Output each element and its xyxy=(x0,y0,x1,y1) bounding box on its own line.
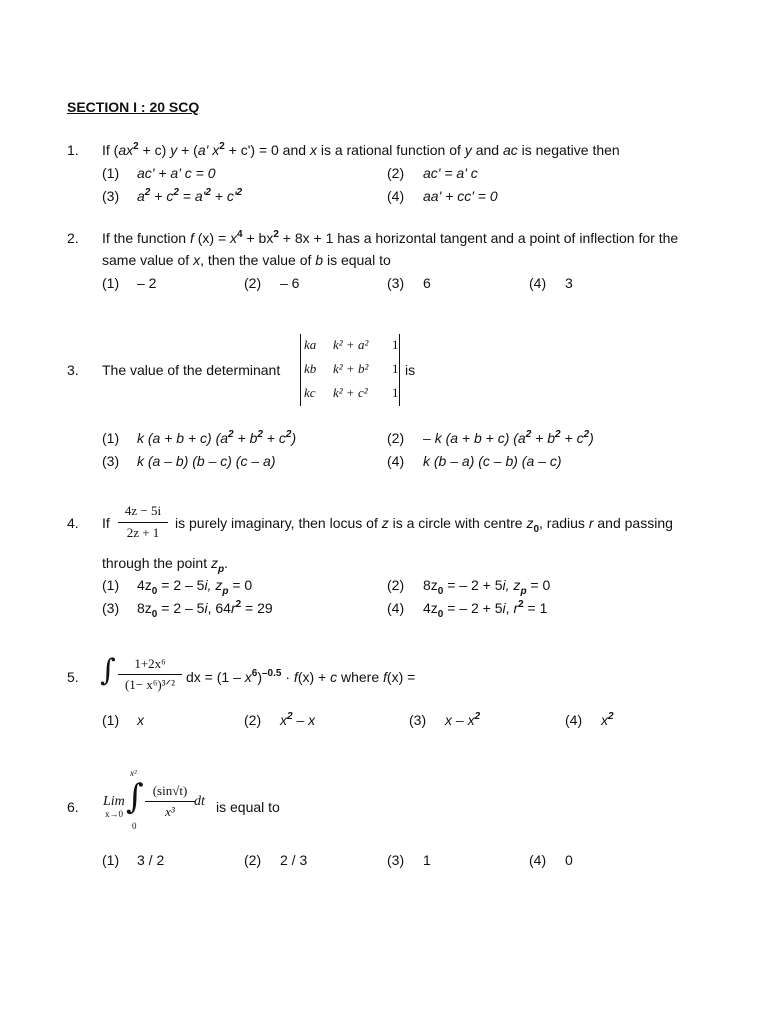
option-text: 3 / 2 xyxy=(137,852,165,868)
question-number: 3. xyxy=(67,362,79,378)
option-label: (3) xyxy=(102,600,120,616)
option-label: (4) xyxy=(529,275,547,291)
option-label: (2) xyxy=(387,430,405,446)
option-label: (1) xyxy=(102,852,120,868)
section-title: SECTION I : 20 SCQ xyxy=(67,99,200,115)
option-label: (3) xyxy=(102,188,120,204)
integral-lower-limit: 0 xyxy=(132,821,137,831)
option-label: (4) xyxy=(565,712,583,728)
option-label: (3) xyxy=(387,275,405,291)
question-stem-if: If xyxy=(102,515,110,531)
stem-text: If ( xyxy=(102,142,119,158)
det-cell: kc xyxy=(304,385,316,400)
question-stem: dx = $(1 - x^6)^{-0.5} \cdot f(x) + c$ where f(x) = xyxy=(186,668,416,685)
question-stem-tail: is xyxy=(405,362,416,378)
option-label: (3) xyxy=(387,852,405,868)
option-text: – k (a + b + c) $(a^2 + b^2 + c^2)$ xyxy=(423,429,594,446)
det-cell: k² + b² xyxy=(333,361,369,376)
question-stem-line2: same value of x, then the value of b is equal to xyxy=(102,252,391,268)
question-number: 4. xyxy=(67,515,79,531)
question-number: 6. xyxy=(67,799,79,815)
question-stem: is purely imaginary, then locus of z is a circle with centre $z_0$, radius r and passing xyxy=(175,515,673,535)
option-label: (2) xyxy=(387,577,405,593)
question-stem: If the function f $(x) = x^4 + bx^2 + 8x + 1$ has a horizontal tangent and a point of inflection for the xyxy=(102,229,679,246)
option-label: (2) xyxy=(244,852,262,868)
stem-text: + ( xyxy=(177,142,198,158)
det-cell: k² + a² xyxy=(333,337,369,352)
stem-text: + c) xyxy=(138,142,171,158)
question-number: 5. xyxy=(67,669,79,685)
option-label: (2) xyxy=(244,275,262,291)
determinant-right-bar xyxy=(399,334,400,406)
option-label: (4) xyxy=(529,852,547,868)
integral-upper-limit: x² xyxy=(130,768,137,778)
differential: dt xyxy=(194,794,205,809)
option-label: (3) xyxy=(409,712,427,728)
det-cell: k² + c² xyxy=(333,385,368,400)
option-label: (4) xyxy=(387,600,405,616)
option-label: (3) xyxy=(102,453,120,469)
option-text: 6 xyxy=(423,275,431,291)
option-text: 3 xyxy=(565,275,573,291)
option-label: (1) xyxy=(102,712,120,728)
option-text: ac' = a' c xyxy=(423,165,478,181)
stem-text: y xyxy=(464,142,472,158)
option-text: $8z_0$ = – 2 + 5i, $z_p = 0$ xyxy=(423,577,551,597)
integrand-denominator: x³ xyxy=(165,804,175,819)
integrand-numerator: (sin√t) xyxy=(152,783,188,798)
question-stem-line2: through the point $z_p$. xyxy=(102,555,228,575)
stem-text: y xyxy=(170,142,178,158)
option-text: ac' + a' c = 0 xyxy=(137,165,216,181)
fraction-denominator: 2z + 1 xyxy=(126,525,160,540)
stem-text: ac xyxy=(502,142,518,158)
integral-sign: ∫ xyxy=(100,653,116,688)
det-cell: 1 xyxy=(392,385,399,400)
question-number: 2. xyxy=(67,230,79,246)
stem-text: + c') = 0 and xyxy=(224,142,310,158)
option-text: x xyxy=(137,712,144,728)
fraction-numerator: 4z − 5i xyxy=(124,503,162,518)
option-label: (2) xyxy=(244,712,262,728)
option-text: $4z_0 = 2 - 5i$, $z_p = 0$ xyxy=(137,577,253,597)
stem-text: is negative then xyxy=(517,142,620,158)
fraction-bar xyxy=(118,522,168,523)
option-text: $4z_0$ = – 2 + 5i, $r^2 = 1$ xyxy=(423,599,548,620)
limit-label: Lim xyxy=(103,794,125,809)
option-text: 0 xyxy=(565,852,573,868)
option-text: k (b – a) (c – b) (a – c) xyxy=(423,453,562,469)
stem-text: is a rational function of xyxy=(316,142,465,158)
fraction-bar xyxy=(145,801,195,802)
integrand-denominator: (1− x⁶)³ᐟ² xyxy=(124,677,176,692)
determinant xyxy=(300,334,401,406)
option-text: $x^2$ – x xyxy=(280,711,316,728)
option-text: x – $x^2$ xyxy=(445,711,481,728)
option-text: k (a + b + c) $(a^2 + b^2 + c^2)$ xyxy=(137,429,297,446)
det-cell: 1 xyxy=(392,337,399,352)
integrand-numerator: 1+2x⁶ xyxy=(134,656,166,671)
det-cell: 1 xyxy=(392,361,399,376)
question-stem-tail: is equal to xyxy=(216,799,280,815)
det-cell: ka xyxy=(304,337,317,352)
option-label: (1) xyxy=(102,165,120,181)
option-label: (1) xyxy=(102,275,120,291)
option-label: (1) xyxy=(102,430,120,446)
option-label: (4) xyxy=(387,453,405,469)
option-text: $8z_0 = 2 - 5i$, $64r^2 = 29$ xyxy=(137,599,273,620)
option-text: – 6 xyxy=(280,275,300,291)
question-stem: The value of the determinant xyxy=(102,362,281,378)
option-text: k (a – b) (b – c) (c – a) xyxy=(137,453,276,469)
determinant-left-bar xyxy=(300,334,301,406)
option-label: (4) xyxy=(387,188,405,204)
stem-text: a' x xyxy=(197,142,220,158)
stem-sup: 2 xyxy=(219,141,225,152)
question-stem xyxy=(102,142,620,159)
option-text: 2 / 3 xyxy=(280,852,308,868)
stem-text: x xyxy=(309,142,317,158)
option-label: (1) xyxy=(102,577,120,593)
det-cell: kb xyxy=(304,361,317,376)
option-text: $x^2$ xyxy=(601,711,614,728)
question-number: 1. xyxy=(67,142,79,158)
option-text: – 2 xyxy=(137,275,157,291)
option-text: 1 xyxy=(423,852,431,868)
stem-sup: 2 xyxy=(133,141,139,152)
stem-text: and xyxy=(471,142,503,158)
option-label: (2) xyxy=(387,165,405,181)
stem-text: ax xyxy=(118,142,134,158)
limit-subscript: x→0 xyxy=(105,809,123,819)
option-text: $a^2 + c^2 = a'^2 + c'^2$ xyxy=(137,187,243,204)
option-text: aa' + cc' = 0 xyxy=(423,188,498,204)
integral-sign: ∫ xyxy=(126,777,144,817)
fraction-bar xyxy=(118,674,182,675)
